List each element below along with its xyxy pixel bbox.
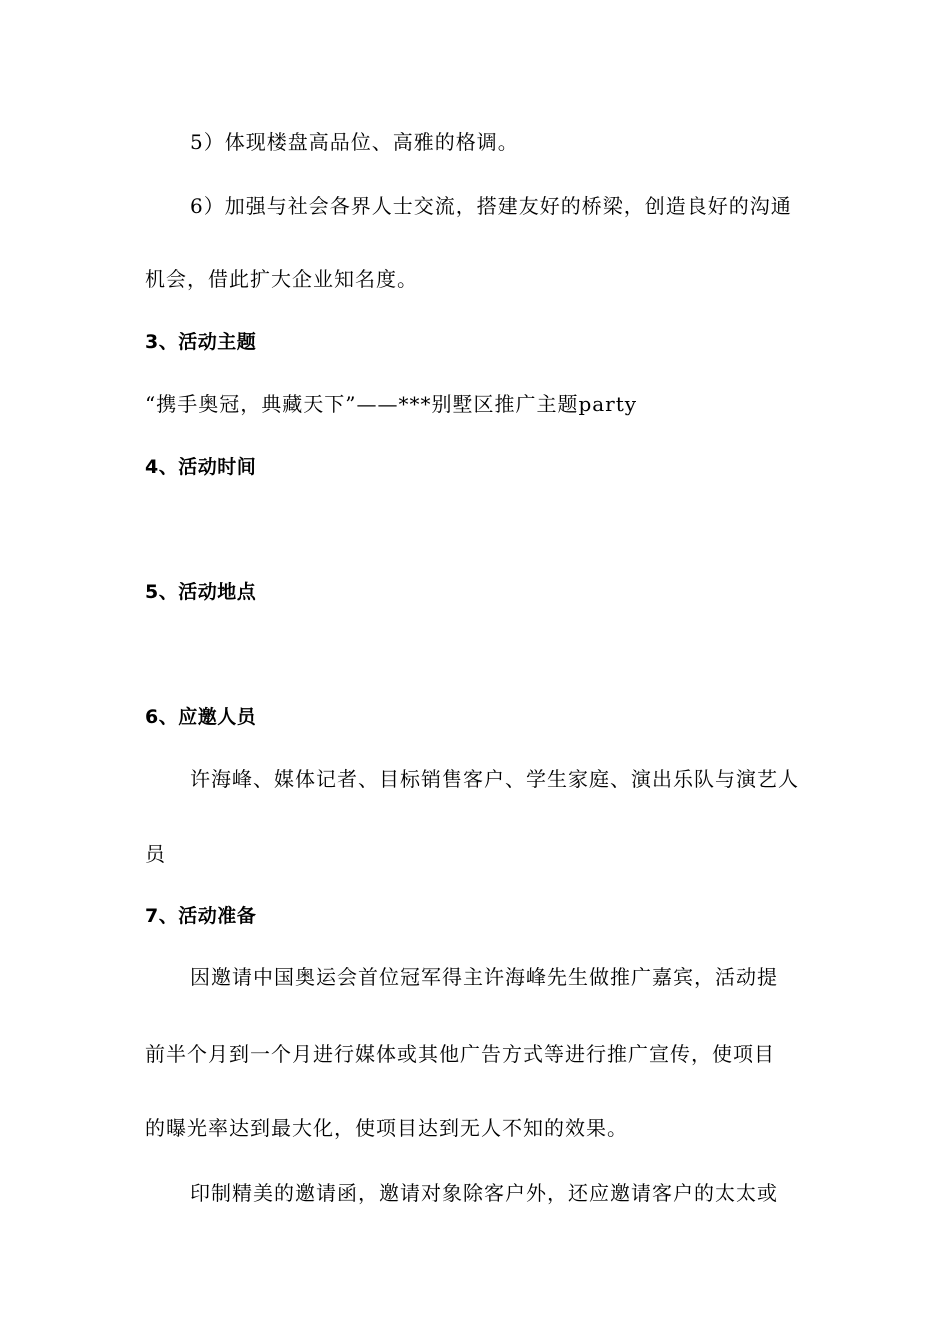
section-3-heading: 3、活动主题 <box>145 331 257 353</box>
section-5-heading: 5、活动地点 <box>145 581 257 603</box>
section-6-heading: 6、应邀人员 <box>145 706 257 728</box>
activity-theme-text: “携手奥冠，典藏天下”——***别墅区推广主题party <box>145 392 638 416</box>
objective-item-6-line-1: 6）加强与社会各界人士交流，搭建友好的桥梁，创造良好的沟通 <box>190 194 792 218</box>
preparation-paragraph-2-line-1: 印制精美的邀请函，邀请对象除客户外，还应邀请客户的太太或 <box>190 1181 778 1205</box>
invitees-line-1: 许海峰、媒体记者、目标销售客户、学生家庭、演出乐队与演艺人 <box>190 767 799 791</box>
section-7-heading: 7、活动准备 <box>145 905 257 927</box>
objective-item-6-line-2: 机会，借此扩大企业知名度。 <box>145 267 418 291</box>
preparation-paragraph-1-line-3: 的曝光率达到最大化，使项目达到无人不知的效果。 <box>145 1116 628 1140</box>
preparation-paragraph-1-line-1: 因邀请中国奥运会首位冠军得主许海峰先生做推广嘉宾，活动提 <box>190 965 778 989</box>
objective-item-5: 5）体现楼盘高品位、高雅的格调。 <box>190 130 519 154</box>
section-4-heading: 4、活动时间 <box>145 456 257 478</box>
preparation-paragraph-1-line-2: 前半个月到一个月进行媒体或其他广告方式等进行推广宣传，使项目 <box>145 1042 775 1066</box>
invitees-line-2: 员 <box>145 842 166 866</box>
